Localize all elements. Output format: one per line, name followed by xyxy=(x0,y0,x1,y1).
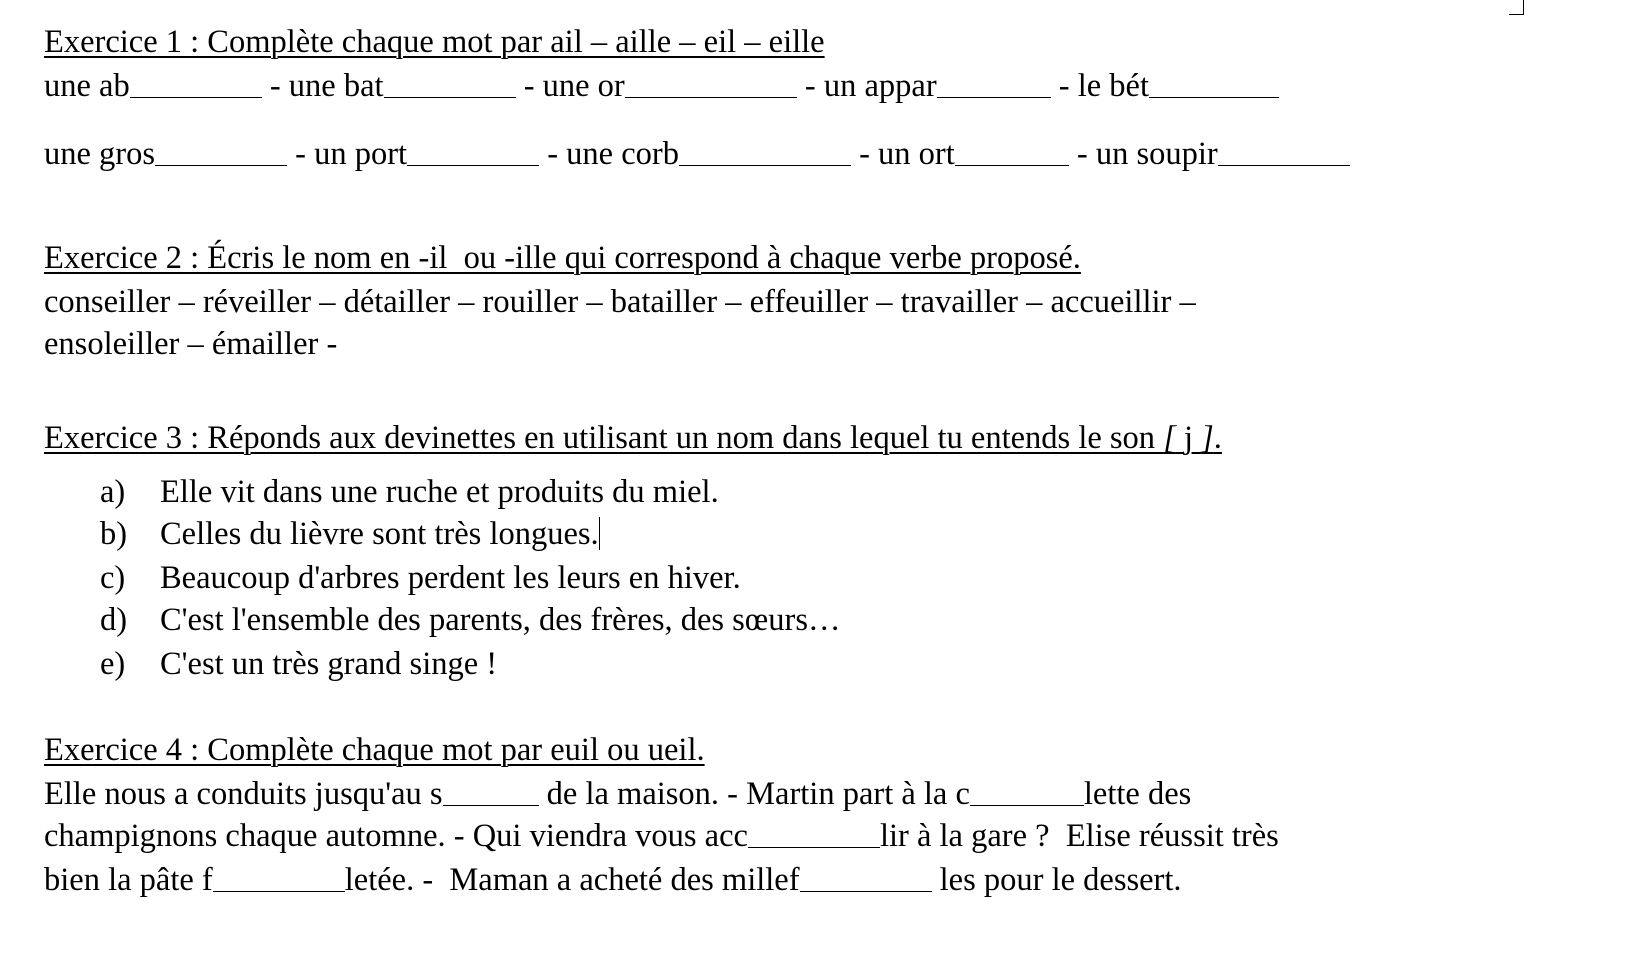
exercise-3-title-text: Exercice 3 : Réponds aux devinettes en utilisant un nom dans lequel tu entends le son xyxy=(44,420,1164,456)
exercise-2-verbs-line-2: ensoleiller – émailler - xyxy=(44,326,338,362)
answer-blank[interactable] xyxy=(155,164,287,166)
exercise-1-row-1 xyxy=(44,66,1279,106)
answer-blank[interactable] xyxy=(955,164,1069,166)
list-label: c) xyxy=(100,560,126,596)
exercise-3-title-end: . xyxy=(1213,420,1222,456)
exercise-4-line-1 xyxy=(44,774,1191,814)
word-stem: - une or xyxy=(523,68,625,104)
phonetic-sound: j xyxy=(1183,420,1193,456)
riddle-text: Celles du lièvre sont très longues. xyxy=(160,516,599,552)
exercise-4-line-2 xyxy=(44,816,1279,856)
sentence-text: lir à la gare ? Elise réussit très xyxy=(879,818,1279,854)
sentence-text: Elle nous a conduits jusqu'au s xyxy=(44,776,443,812)
answer-blank[interactable] xyxy=(1149,96,1279,98)
answer-blank[interactable] xyxy=(679,164,851,166)
list-label: b) xyxy=(100,516,128,552)
word-stem: - un port xyxy=(295,136,408,172)
sentence-text: de la maison. - Martin part à la c xyxy=(538,776,970,812)
answer-blank[interactable] xyxy=(1218,164,1350,166)
word-stem: - le bét xyxy=(1058,68,1149,104)
answer-blank[interactable] xyxy=(970,804,1084,806)
answer-blank[interactable] xyxy=(937,96,1051,98)
text-cursor xyxy=(599,517,601,550)
word-stem: - un soupir xyxy=(1076,136,1218,172)
list-label: e) xyxy=(100,646,126,682)
list-label: a) xyxy=(100,474,126,510)
answer-blank[interactable] xyxy=(407,164,539,166)
exercise-2-verbs-line-1: conseiller – réveiller – détailler – rouiller – batailler – effeuiller – travailler – accueillir – xyxy=(44,284,1196,320)
word-stem: - un ort xyxy=(859,136,955,172)
answer-blank[interactable] xyxy=(800,890,932,892)
riddle-text: C'est l'ensemble des parents, des frères, des sœurs… xyxy=(160,602,841,638)
phonetic-bracket-open: [ xyxy=(1163,420,1176,456)
sentence-text: champignons chaque automne. - Qui viendra vous acc xyxy=(44,818,748,854)
answer-blank[interactable] xyxy=(748,846,880,848)
sentence-text: letée. - Maman a acheté des millef xyxy=(344,862,800,898)
word-stem: - un appar xyxy=(804,68,937,104)
riddle-item xyxy=(100,558,741,598)
exercise-1-row-2 xyxy=(44,134,1350,174)
exercise-4-title: Exercice 4 : Complète chaque mot par euil ou ueil. xyxy=(44,732,705,768)
exercise-4-line-3 xyxy=(44,860,1182,900)
riddle-item xyxy=(100,472,719,512)
word-stem: une ab xyxy=(44,68,130,104)
answer-blank[interactable] xyxy=(384,96,516,98)
list-label: d) xyxy=(100,602,128,638)
answer-blank[interactable] xyxy=(443,804,539,806)
riddle-text: Elle vit dans une ruche et produits du miel. xyxy=(160,474,719,510)
riddle-text: Beaucoup d'arbres perdent les leurs en hiver. xyxy=(160,560,741,596)
exercise-2-title: Exercice 2 : Écris le nom en -il ou -ille qui correspond à chaque verbe proposé. xyxy=(44,240,1081,276)
sentence-text: lette des xyxy=(1083,776,1192,812)
riddle-item xyxy=(100,600,841,640)
riddle-item xyxy=(100,514,600,554)
answer-blank[interactable] xyxy=(625,96,797,98)
exercise-1-title: Exercice 1 : Complète chaque mot par ail – aille – eil – eille xyxy=(44,24,825,60)
word-stem: - une bat xyxy=(269,68,384,104)
phonetic-bracket-close: ] xyxy=(1201,420,1214,456)
answer-blank[interactable] xyxy=(213,890,345,892)
riddle-item xyxy=(100,644,497,684)
riddle-text: C'est un très grand singe ! xyxy=(160,646,498,682)
sentence-text: les pour le dessert. xyxy=(931,862,1182,898)
sentence-text: bien la pâte f xyxy=(44,862,213,898)
word-stem: - une corb xyxy=(547,136,679,172)
word-stem: une gros xyxy=(44,136,156,172)
answer-blank[interactable] xyxy=(130,96,262,98)
page-corner-mark xyxy=(1509,0,1524,15)
exercise-3-title xyxy=(44,418,1222,458)
